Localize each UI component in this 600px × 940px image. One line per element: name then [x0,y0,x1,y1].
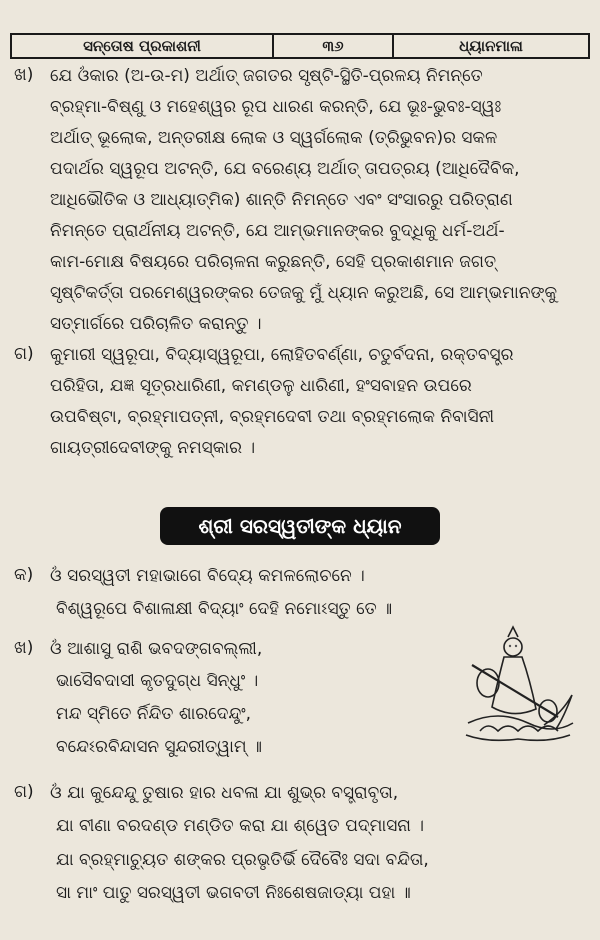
publisher-name: ସନ୍ତୋଷ ପ୍ରକାଶନୀ [12,35,274,57]
verse-kha-line: ଓଁ ଆଶାସୁ ରାଶି ଭବଦଙ୍ଗବଲ୍ଲୀ, [50,639,263,659]
book-title: ଧ୍ୟାନମାଳା [459,37,523,55]
para-kha-line: ପଦାର୍ଥର ସ୍ୱରୂପ ଅଟନ୍ତି, ଯେ ବରେଣ୍ୟ ଅର୍ଥାତ୍ ତାପତ୍ରୟ (ଆଧିଦୈବିକ, [50,159,520,179]
verse-ga-line: ଯା ବ୍ରହ୍ମାଚ୍ୟୁତ ଶଙ୍କର ପ୍ରଭୃତିର୍ଭି ଦୈବୈଃ ସଦା ବନ୍ଦିତା, [56,850,429,870]
verse-ga-label: ଗ) [14,782,34,802]
para-ga-label: ଗ) [14,344,34,364]
para-kha-line: ସତ୍‌ମାର୍ଗରେ ପରିଚାଳିତ କରାନ୍ତୁ । [50,314,262,334]
para-ga-line: କୁମାରୀ ସ୍ୱରୂପା, ବିଦ୍ୟାସ୍ୱରୂପା, ଲୋହିତବର୍ଣ୍ଣା, ଚତୁର୍ବଦନା, ରକ୍ତବସ୍ତ୍ର [50,345,514,365]
verse-ga-line: ଯା ବୀଣା ବରଦଣ୍ଡ ମଣ୍ଡିତ କରା ଯା ଶ୍ୱେତ ପଦ୍ମାସନା । [56,816,424,836]
para-kha-line: ଅର୍ଥାତ୍ ଭୂଲୋକ, ଅନ୍ତରୀକ୍ଷ ଲୋକ ଓ ସ୍ୱର୍ଗଲୋକ (ତ୍ରିଭୁବନ)ର ସକଳ [50,128,498,148]
verse-kha-line: ବନ୍ଦେଽରବିନ୍ଦାସନ ସୁନ୍ଦରୀତ୍ୱାମ୍ ॥ [56,737,263,757]
verse-kha-line: ଭାସୈବଦାସୀ କୃତଦୁଗ୍ଧ ସିନ୍ଧୁଂ । [56,671,259,691]
para-kha-line: କାମ-ମୋକ୍ଷ ବିଷୟରେ ପରିଚାଳନା କରୁଛନ୍ତି, ସେହି ପ୍ରକାଶମାନ ଜଗତ୍ [50,252,497,272]
verse-ka-line: ବିଶ୍ୱରୂପେ ବିଶାଳାକ୍ଷୀ ବିଦ୍ୟାଂ ଦେହି ନମୋଽସ୍ତୁ ତେ ॥ [56,599,393,619]
verse-ga-line: ସା ମାଂ ପାତୁ ସରସ୍ୱତୀ ଭଗବତୀ ନିଃଶେଷଜାଡ୍ୟା ପହା ॥ [56,883,411,903]
para-ga-line: ଗାୟତ୍ରୀଦେବୀଙ୍କୁ ନମସ୍କାର । [50,438,256,458]
verse-ka-line: ଓଁ ସରସ୍ୱତୀ ମହାଭାଗେ ବିଦ୍ୟେ କମଳଲୋଚନେ । [50,566,365,586]
page-header [10,33,590,59]
verse-ka-label: କ) [14,565,34,585]
section-title: ଶ୍ରୀ ସରସ୍ୱତୀଙ୍କ ଧ୍ୟାନ [160,507,440,545]
para-ga-line: ପରିହିତା, ଯଜ୍ଞ ସୂତ୍ରଧାରିଣୀ, କମଣ୍ଡଳୁ ଧାରିଣୀ, ହଂସବାହନ ଉପରେ [50,376,472,396]
para-kha-line: ବ୍ରହ୍ମା-ବିଷ୍ଣୁ ଓ ମହେଶ୍ୱର ରୂପ ଧାରଣ କରନ୍ତି, ଯେ ଭୂଃ-ଭୁବଃ-ସ୍ୱଃ [50,97,502,117]
verse-kha-line: ମନ୍ଦ ସ୍ମିତେ ର୍ନିନ୍ଦିତ ଶାରଦେନ୍ଦୁଂ, [56,704,252,724]
para-kha-line: ଯେ ଓଁକାର (ଅ-ଉ-ମ) ଅର୍ଥାତ୍ ଜଗତର ସୃଷ୍ଟି-ସ୍ଥିତି-ପ୍ରଳୟ ନିମନ୍ତେ [50,66,483,86]
para-kha-line: ସୃଷ୍ଟିକର୍ତ୍ତା ପରମେଶ୍ୱରଙ୍କର ତେଜକୁ ମୁଁ ଧ୍ୟାନ କରୁଅଛି, ସେ ଆମ୍ଭମାନଙ୍କୁ [50,283,558,303]
para-kha-line: ନିମନ୍ତେ ପ୍ରାର୍ଥନୀୟ ଅଟନ୍ତି, ଯେ ଆମ୍ଭମାନଙ୍କର ବୁଦ୍ଧିକୁ ଧର୍ମ-ଅର୍ଥ- [50,221,505,241]
para-ga-line: ଉପବିଷ୍ଟା, ବ୍ରହ୍ମାପତ୍ନୀ, ବ୍ରହ୍ମଦେବୀ ତଥା ବ୍ରହ୍ମଲୋକ ନିବାସିନୀ [50,407,495,427]
page-number: ୩୬ [274,35,394,57]
para-kha-label: ଖ) [14,65,34,85]
verse-kha-label: ଖ) [14,638,34,658]
saraswati-illustration [458,625,578,750]
para-kha-line: ଆଧିଭୌତିକ ଓ ଆଧ୍ୟାତ୍ମିକ) ଶାନ୍ତି ନିମନ୍ତେ ଏବଂ ସଂସାରରୁ ପରିତ୍ରାଣ [50,190,513,210]
verse-ga-line: ଓଁ ଯା କୁନ୍ଦେନ୍ଦୁ ତୁଷାର ହାର ଧବଳା ଯା ଶୁଭ୍ର ବସ୍ତ୍ରାବୃତା, [50,783,399,803]
